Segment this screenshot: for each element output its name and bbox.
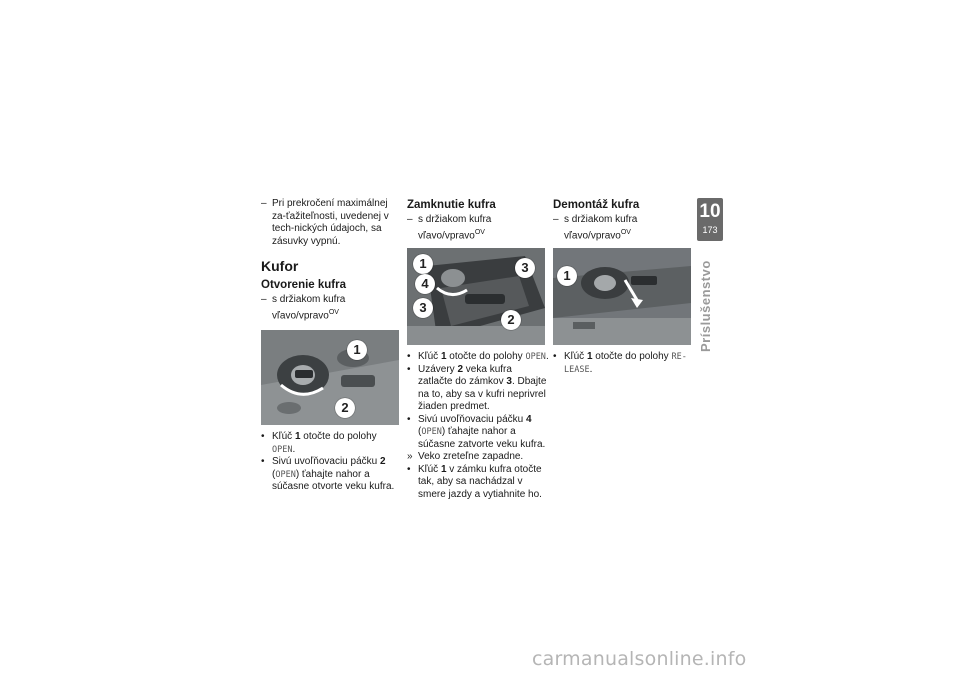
callout-2: 2 — [501, 310, 521, 330]
step-text: Veko zreteľne zapadne. — [418, 451, 524, 463]
position-label: OPEN — [525, 352, 546, 363]
bullet-marker: • — [261, 456, 265, 468]
dash-marker: – — [261, 294, 267, 305]
step-text: otočte do polohy — [592, 351, 672, 363]
dash-marker: – — [261, 198, 267, 209]
position-label: OPEN — [421, 427, 442, 438]
step-text: Sivú uvoľňovaciu páčku — [272, 456, 380, 468]
ref-number: 4 — [525, 413, 532, 425]
page-number: 173 — [702, 225, 718, 235]
step-4 — [407, 464, 549, 502]
photo-close-case — [407, 248, 545, 345]
callout-1: 1 — [557, 266, 577, 286]
step-text: ) ťahajte nahor a súčasne zatvorte veku kufra. — [418, 426, 546, 450]
step-text: veka kufra zatlačte do zámkov — [418, 363, 512, 388]
chapter-tab — [697, 198, 723, 241]
step-text: . — [589, 363, 593, 375]
column-2 — [407, 198, 549, 501]
step-text: v zámku kufra otočte tak, aby sa nachádzal v smere jazdy a vytiahnite ho. — [418, 463, 542, 500]
case-lock-illustration — [261, 330, 399, 425]
dash-marker: – — [553, 214, 559, 225]
photo-remove-case — [553, 248, 691, 345]
column-3 — [553, 198, 695, 376]
position-label: OPEN — [272, 444, 293, 455]
photo-open-case — [261, 330, 399, 425]
ref-number: 2 — [379, 456, 386, 468]
bullet-marker: • — [261, 431, 265, 443]
ref-number: 1 — [440, 351, 447, 363]
step-1 — [553, 351, 695, 376]
step-text: . Dbajte na to, aby sa v kufri neprivrel žiaden predmet. — [418, 376, 547, 413]
callout-2: 2 — [335, 398, 355, 418]
option-text: s držiakom kufra vľavo/vpravo — [272, 294, 346, 321]
ref-number: 3 — [506, 376, 512, 388]
step-text: Sivú uvoľňovaciu páčku — [418, 413, 526, 425]
step-text: Uzávery — [418, 363, 458, 375]
callout-4: 4 — [415, 274, 435, 294]
step-text: otočte do polohy — [300, 431, 377, 443]
step-1 — [407, 351, 549, 364]
bullet-marker: • — [407, 351, 411, 363]
step-text: ) ťahajte nahor a súčasne otvorte veku kufra. — [272, 468, 395, 493]
subheading-demontaz: Demontáž kufra — [553, 199, 640, 211]
dash-marker: – — [407, 214, 413, 225]
option-sup: OV — [620, 228, 631, 236]
step-text: . — [545, 351, 549, 363]
step-1 — [261, 431, 401, 456]
step-text: Kľúč — [564, 351, 587, 363]
step-text: Kľúč — [418, 463, 441, 475]
result-marker: » — [407, 451, 413, 463]
watermark: carmanualsonline.info — [532, 648, 747, 670]
callout-3-left: 3 — [413, 298, 433, 318]
subheading-otvorenie: Otvorenie kufra — [261, 279, 346, 291]
position-label: RE-LEASE — [564, 352, 687, 375]
bullet-marker: • — [407, 463, 411, 475]
step-text: ( — [418, 426, 422, 438]
intro-note — [261, 198, 401, 248]
column-1 — [261, 198, 401, 494]
option-text: s držiakom kufra vľavo/vpravo — [418, 214, 492, 241]
intro-text: Pri prekročení maximálnej za-ťažiteľnosti, uvedenej v tech-nických údajoch, sa zásuvky vypnú. — [272, 198, 389, 247]
option-note — [407, 214, 549, 242]
step-2 — [261, 456, 401, 494]
callout-3-right: 3 — [515, 258, 535, 278]
callout-1: 1 — [413, 254, 433, 274]
ref-number: 1 — [586, 351, 593, 363]
ref-number: 2 — [457, 363, 464, 375]
case-release-illustration — [553, 248, 691, 345]
step-text: Kľúč — [272, 431, 295, 443]
step-text: otočte do polohy — [446, 351, 526, 363]
step-2 — [407, 364, 549, 414]
bullet-marker: • — [407, 413, 411, 425]
step-text: ( — [272, 468, 276, 480]
option-sup: OV — [328, 308, 339, 316]
option-sup: OV — [474, 228, 485, 236]
step-text: . — [292, 443, 296, 455]
option-note — [261, 294, 401, 322]
option-note — [553, 214, 695, 242]
position-label: OPEN — [275, 469, 296, 480]
chapter-number: 10 — [699, 201, 721, 222]
subheading-zamknutie: Zamknutie kufra — [407, 199, 496, 211]
step-3 — [407, 414, 549, 452]
option-text: s držiakom kufra vľavo/vpravo — [564, 214, 638, 241]
step-text: Kľúč — [418, 351, 441, 363]
chapter-label: Príslušenstvo — [698, 260, 713, 352]
ref-number: 1 — [294, 431, 301, 443]
result-note — [407, 451, 549, 464]
bullet-marker: • — [407, 363, 411, 375]
ref-number: 1 — [440, 463, 447, 475]
section-heading-kufor: Kufor — [261, 258, 299, 274]
callout-1: 1 — [347, 340, 367, 360]
bullet-marker: • — [553, 351, 557, 363]
